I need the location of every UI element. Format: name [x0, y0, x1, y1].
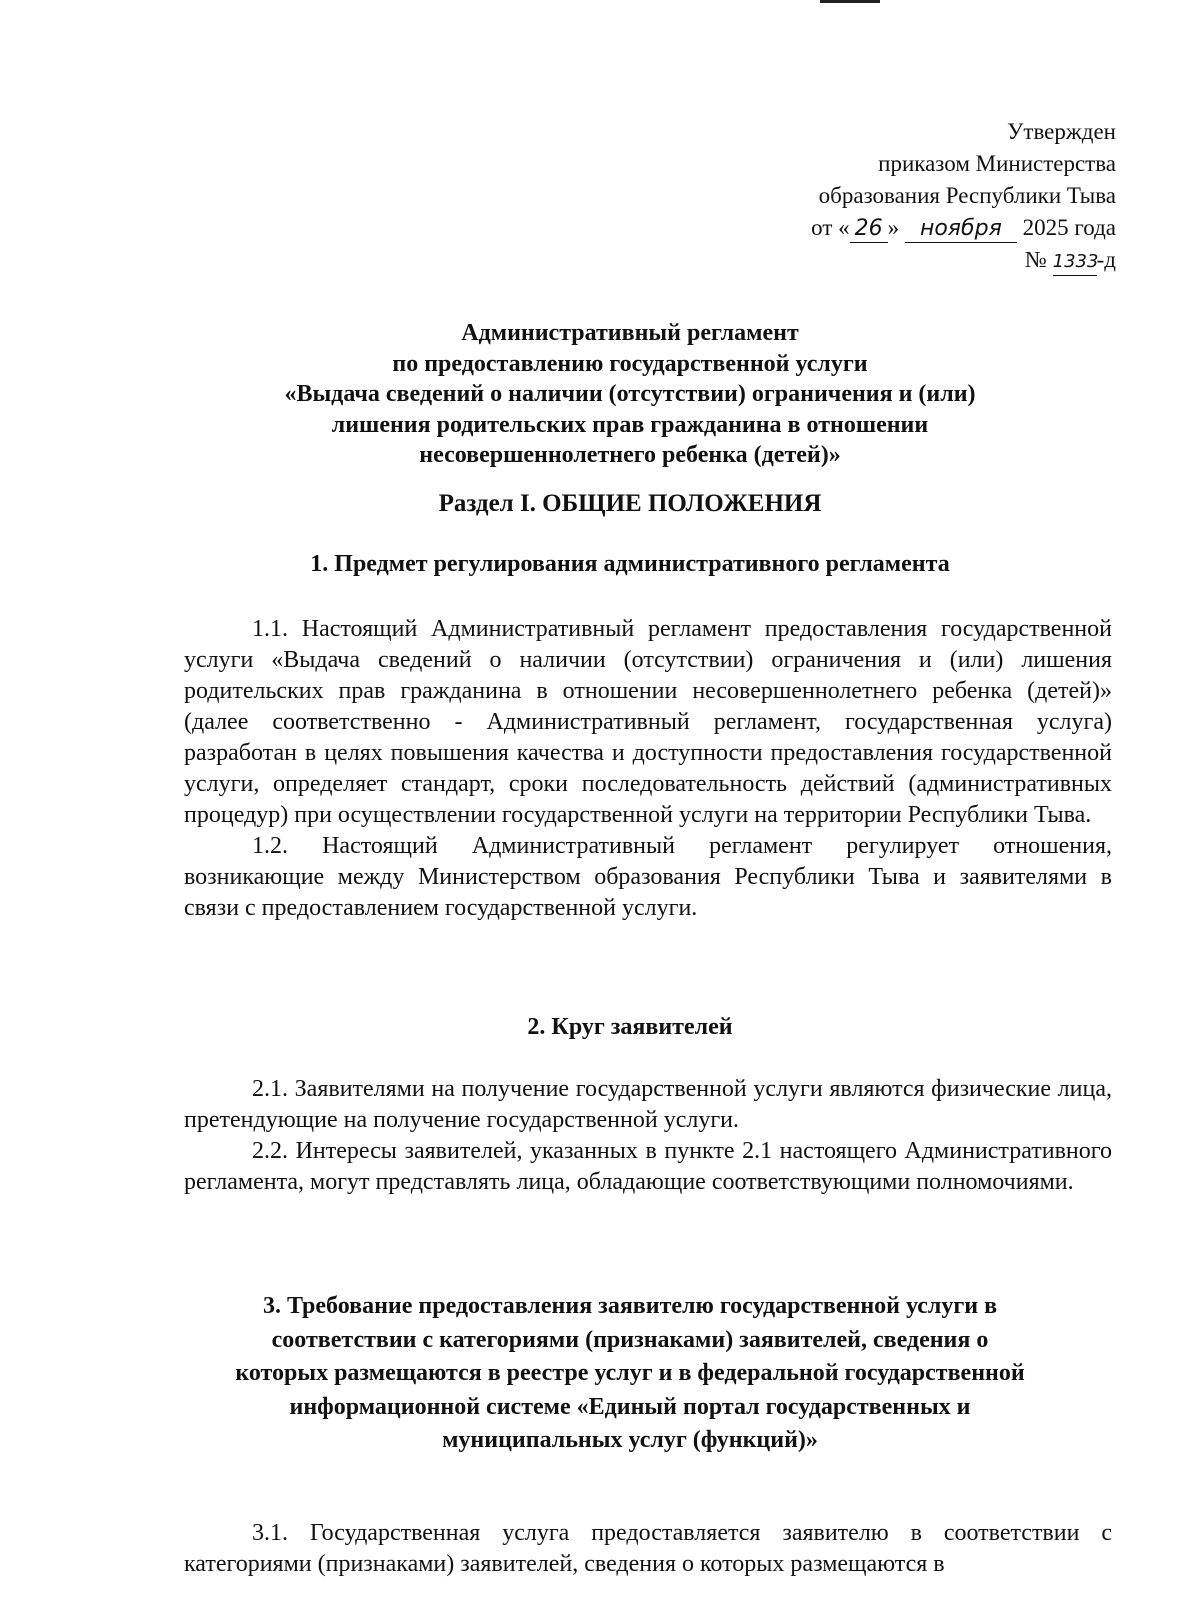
- title-line-1: Административный регламент: [461, 320, 799, 346]
- number-field: [1053, 247, 1097, 276]
- subsection-3-heading-line-3: которых размещаются в реестре услуг и в федеральной государственной: [235, 1360, 1025, 1386]
- approval-date: [700, 212, 1116, 244]
- date-month-field: [905, 215, 1017, 243]
- subsection-3-heading-line-1: 3. Требование предоставления заявителю государственной услуги в: [262, 1293, 998, 1319]
- title-line-2: по предоставлению государственной услуги: [392, 350, 868, 377]
- date-sep: »: [887, 215, 900, 240]
- date-year: 2025 года: [1022, 215, 1116, 240]
- title-line-3: «Выдача сведений о наличии (отсутствии) ограничения и (или): [284, 381, 976, 407]
- scan-artifact: [820, 0, 880, 3]
- date-month: ноября: [919, 216, 1002, 241]
- approval-line-2: приказом Министерства: [878, 151, 1116, 176]
- subsection-3-heading-line-4: информационной системе «Единый портал государственных и: [289, 1393, 971, 1420]
- section-1-heading: Раздел I. ОБЩИЕ ПОЛОЖЕНИЯ: [438, 490, 822, 517]
- subsection-2-heading: 2. Круг заявителей: [527, 1014, 733, 1040]
- approval-number: [700, 244, 1116, 276]
- number-value: 1333: [1052, 251, 1099, 272]
- paragraph-2-1: 2.1. Заявителями на получение государственной услуги являются физические лица, претендующие на получение государственной услуги.: [184, 1076, 1112, 1133]
- paragraph-2-2: 2.2. Интересы заявителей, указанных в пункте 2.1 настоящего Административного регламента, могут представлять лица, обладающие соответствующими полномочиями.: [184, 1138, 1112, 1195]
- number-prefix: №: [1024, 247, 1047, 272]
- approval-line-1: Утвержден: [1007, 119, 1116, 144]
- paragraph-1-1: 1.1. Настоящий Административный регламент предоставления государственной услуги «Выдача сведений о наличии (отсутствии) ограничения и (или) лишения родительских прав гражданина в отношении несовершеннолетнего ребенка (детей)» (далее соответственно - Административный регламент, государственная услуга) разработан в целях повышения качества и доступности предоставления государственной услуги, определяет стандарт, сроки последовательность действий (административных процедур) при осуществлении государственной услуги на территории Республики Тыва.: [184, 616, 1112, 828]
- subsection-3-heading-line-5: муниципальных услуг (функций)»: [442, 1427, 818, 1453]
- subsection-1-body: [184, 614, 1112, 924]
- subsection-3-heading-line-2: соответствии с категориями (признаками) заявителей, сведения о: [271, 1326, 989, 1353]
- paragraph-3-1: 3.1. Государственная услуга предоставляется заявителю в соответствии с категориями (признаками) заявителей, сведения о которых размещаются в: [184, 1520, 1112, 1577]
- subsection-3-heading: [150, 1290, 1110, 1458]
- document-title: [150, 318, 1110, 471]
- approval-line-3: образования Республики Тыва: [818, 183, 1116, 208]
- title-line-5: несовершеннолетнего ребенка (детей)»: [419, 442, 841, 468]
- approval-stamp: [700, 116, 1116, 276]
- number-suffix: -д: [1096, 247, 1116, 272]
- date-day-field: [850, 215, 888, 243]
- date-prefix: от «: [811, 215, 850, 240]
- paragraph-1-2: 1.2. Настоящий Административный регламент регулирует отношения, возникающие между Министерством образования Республики Тыва и заявителями в связи с предоставлением государственной услуги.: [184, 833, 1112, 921]
- title-line-4: лишения родительских прав гражданина в отношении: [331, 411, 929, 438]
- subsection-2-body: [184, 1074, 1112, 1198]
- subsection-3-body: [184, 1518, 1112, 1580]
- subsection-1-heading: 1. Предмет регулирования административного регламента: [310, 551, 950, 577]
- date-day: 26: [854, 216, 883, 241]
